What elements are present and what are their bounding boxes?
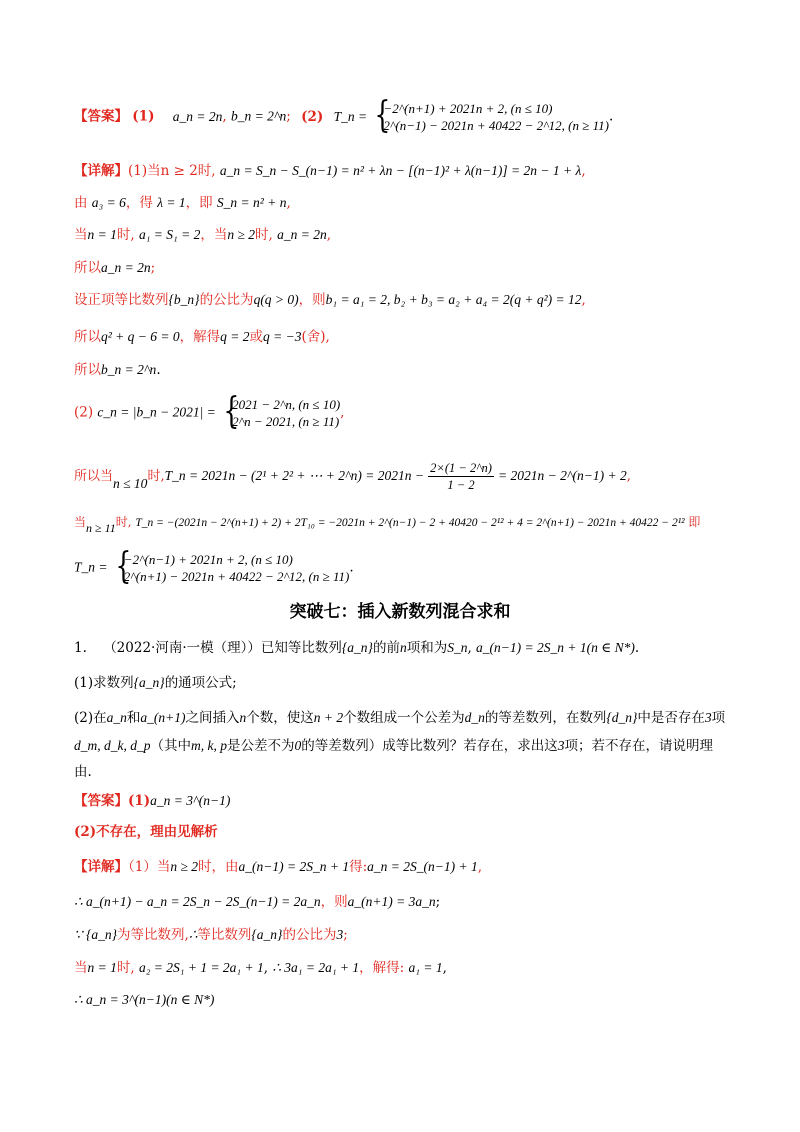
text: 个数，使这 — [246, 710, 314, 726]
formula: 0 — [294, 738, 302, 753]
text: 设正项等比数列 — [74, 292, 169, 308]
formula: 3 — [704, 710, 712, 725]
text: 即 — [688, 515, 701, 529]
formula: T_n = — [74, 559, 108, 575]
text: 的等差数列，在数列 — [484, 710, 607, 726]
text: （1）当 — [128, 859, 171, 875]
detail2-line-3 — [74, 925, 734, 945]
detail-line-1-formula: a_n = S_n − S_(n−1) = n² + λn − [(n−1)² + λ(n−1)] = 2n − 1 + λ — [219, 163, 582, 178]
answer-line: 【答案】 (1) a_n = 2n, b_n = 2^n; (2) T_n = { −2^(n+1) + 2021n + 2, (n ≤ 10) 2^(n−1) − 2021n + 40422 − 2^12, (n ≥ 11) . — [74, 95, 614, 136]
detail2-line-5 — [74, 990, 734, 1010]
detail2-line-2: ∴ a_(n+1) − a_n = 2S_n − 2S_(n−1) = 2a_n，则a_(n+1) = 3a_n; — [74, 894, 441, 910]
text: 项和为 — [406, 640, 448, 656]
question-part-2-line-3: 由. — [74, 764, 92, 780]
detail-line-3: 当n = 1时, a₁ = S₁ = 2，当n ≥ 2时, a_n = 2n, — [74, 227, 332, 243]
formula: {a_n} — [251, 927, 283, 942]
text: 项 — [711, 710, 726, 726]
answer-part1-marker: (1) — [132, 108, 155, 125]
text: (2) — [74, 404, 94, 421]
text: 是公差不为 — [227, 738, 295, 754]
text: 所以 — [74, 329, 101, 345]
text: ，当 — [200, 227, 228, 243]
text: 时, — [116, 227, 135, 243]
text: 或 — [249, 329, 264, 345]
tn-final-piecewise: { −2^(n−1) + 2021n + 2, (n ≤ 10) 2^(n+1) − 2021n + 40422 − 2^12, (n ≥ 11) — [115, 546, 350, 587]
text: ，解得 — [179, 329, 221, 345]
formula: {a_n} — [341, 640, 373, 655]
text: 得: — [349, 859, 368, 875]
formula: a_n = 2n — [101, 260, 151, 275]
detail-line-9: 所以当n ≤ 10时,T_n = 2021n − (2¹ + 2² + ⋯ + 2^n) = 2021n − $\frac{2\times(1 - 2\^{}n)}{1 - 2}$ = 2021n − 2^(n−1) + 2, — [74, 461, 631, 492]
answer-tn-lhs: T_n = — [333, 108, 368, 124]
detail2-line-4: 当n = 1时, a₂ = 2S₁ + 1 = 2a₁ + 1, ∴ 3a₁ = 2a₁ + 1，解得: a₁ = 1, — [74, 960, 447, 976]
detail-line-4: 所以a_n = 2n; — [74, 260, 156, 276]
formula: n + 2 — [313, 710, 344, 725]
formula: ∴ — [188, 927, 198, 942]
formula: n ≥ 2 — [227, 227, 255, 242]
detail-label: 【详解】 — [74, 163, 128, 179]
text: ，即 — [185, 195, 213, 211]
formula: a_(n+1) = 3a_n — [347, 894, 436, 909]
formula: n = 1 — [87, 960, 117, 975]
text: (1) — [128, 793, 151, 809]
formula: {b_n} — [168, 292, 200, 307]
fraction-denominator: 1 − 2 — [447, 478, 475, 492]
question-number: 1. — [74, 640, 87, 656]
text: 时, — [115, 515, 132, 529]
text: 由 — [74, 195, 88, 211]
formula: q = 2 — [220, 329, 250, 344]
answer-label: 【答案】 — [74, 108, 128, 125]
text: 已知等比数列 — [260, 640, 342, 656]
text: (舍), — [301, 329, 330, 345]
tn-final-row2: 2^(n+1) − 2021n + 40422 − 2^12, (n ≥ 11) — [123, 569, 350, 584]
answer2-line-1 — [74, 791, 734, 811]
text: （其中 — [150, 738, 191, 754]
formula: q(q > 0) — [253, 292, 299, 307]
formula: b_n = 2^n — [101, 362, 157, 377]
formula: ∴ 3a₁ = 2a₁ + 1 — [272, 960, 360, 975]
detail-line-6 — [74, 327, 734, 347]
formula: a_n — [106, 710, 127, 725]
formula: λ = 1 — [157, 195, 186, 210]
formula: d_n — [464, 710, 485, 725]
formula: n — [239, 710, 247, 725]
formula: a_(n−1) = 2S_n + 1 — [238, 859, 350, 874]
formula: a_(n−1) = 2S_n + 1(n ∈ N*) — [476, 640, 635, 655]
text: (1)求数列 — [74, 675, 134, 691]
answer-tn-row2: 2^(n−1) − 2021n + 40422 − 2^12, (n ≥ 11) — [383, 118, 609, 133]
text: ，得 — [125, 195, 153, 211]
detail-line-8: (2) c_n = |b_n − 2021| = { 2021 − 2^n, (n ≤ 10) 2^n − 2021, (n ≥ 11) , — [74, 391, 345, 432]
formula: a₁ = S₁ = 2 — [138, 227, 201, 242]
text: 所以 — [74, 260, 101, 276]
text: 时, — [255, 227, 273, 243]
formula: d_m, d_k, d_p — [74, 738, 151, 753]
text: 和 — [126, 710, 141, 726]
formula: b₁ = a₁ = 2, b₂ + b₃ = a₂ + a₄ = 2(q + q²) = 12 — [325, 292, 582, 307]
formula: S_n — [447, 640, 468, 655]
text: ; — [343, 927, 348, 943]
question-part-2-line-2 — [74, 736, 734, 756]
formula: T_n = −(2021n − 2^(n+1) + 2) + 2T₁₀ = −2021n + 2^(n−1) − 2 + 40420 − 2¹² + 4 = 2^(n+1) − 2021n + 40422 − 2¹² — [135, 517, 685, 529]
question-source: （2022·河南·一模（理）） — [103, 640, 261, 656]
formula: ∴ a_n = 3^(n−1)(n ∈ N*) — [74, 992, 215, 1007]
text: 等比数列 — [197, 927, 252, 943]
formula: 3 — [336, 927, 344, 942]
text: 所以 — [74, 362, 101, 378]
formula: = 2021n − 2^(n−1) + 2 — [498, 468, 627, 483]
answer2-line-2: (2)不存在，理由见解析 — [74, 824, 218, 840]
formula: {a_n} — [133, 675, 165, 690]
formula: {d_n} — [606, 710, 638, 725]
text: 的通项公式; — [164, 675, 237, 691]
cn-piecewise: { 2021 − 2^n, (n ≤ 10) 2^n − 2021, (n ≥ 11) — [223, 391, 341, 432]
formula: n ≥ 11 — [86, 521, 116, 535]
detail-line-5: 设正项等比数列{b_n}的公比为q(q > 0)，则b₁ = a₁ = 2, b₂ + b₃ = a₂ + a₄ = 2(q + q²) = 12, — [74, 292, 586, 308]
formula: a₂ = 2S₁ + 1 = 2a₁ + 1 — [138, 960, 264, 975]
answer-an-formula: a_n = 2n — [172, 108, 223, 124]
formula: c_n = |b_n − 2021| = — [97, 404, 216, 420]
text: 当 — [74, 960, 88, 976]
text: 当 — [74, 227, 88, 243]
text: 时，由 — [198, 859, 239, 875]
formula: n ≥ 2 — [170, 859, 199, 874]
formula: a_(n+1) — [140, 710, 186, 725]
formula: a_n = 2n — [277, 227, 327, 242]
answer-tn-piecewise: { −2^(n+1) + 2021n + 2, (n ≤ 10) 2^(n−1) − 2021n + 40422 − 2^12, (n ≥ 11) — [374, 95, 609, 136]
formula: q² + q − 6 = 0 — [101, 329, 180, 344]
text: 的前 — [372, 640, 400, 656]
text: 时, — [116, 960, 135, 976]
formula: m, k, p — [191, 738, 227, 753]
text: ，解得: — [359, 960, 405, 976]
text: ，则 — [298, 292, 326, 308]
detail-label: 【详解】 — [74, 859, 128, 875]
section-heading: 突破七：插入新数列混合求和 — [289, 602, 511, 622]
detail-line-2: 由 a₃ = 6，得 λ = 1，即 S_n = n² + n, — [74, 195, 291, 211]
text: ，则 — [320, 894, 348, 910]
question-part-1 — [74, 673, 734, 693]
formula: a_n = 2S_(n−1) + 1 — [367, 859, 478, 874]
formula: a₁ = 1 — [408, 960, 443, 975]
text: 的公比为 — [199, 292, 254, 308]
formula: n ≤ 10 — [113, 476, 148, 491]
formula: 3 — [557, 738, 565, 753]
question-line-1: 1. （2022·河南·一模（理））已知等比数列{a_n}的前n项和为S_n, a_(n−1) = 2S_n + 1(n ∈ N*). — [74, 640, 640, 656]
text: 项；若不存在，请说明理 — [564, 738, 713, 754]
fraction-numerator: 2×(1 − 2^n) — [430, 461, 492, 475]
detail-line-11: T_n = { −2^(n−1) + 2021n + 2, (n ≤ 10) 2^(n+1) − 2021n + 40422 − 2^12, (n ≥ 11) . — [74, 546, 354, 587]
formula: n — [399, 640, 407, 655]
text: 时, — [147, 469, 165, 484]
answer-tn-row1: −2^(n+1) + 2021n + 2, (n ≤ 10) — [383, 101, 553, 116]
text: 个数组成一个公差为 — [343, 710, 465, 726]
formula: a₃ = 6 — [91, 195, 126, 210]
detail-line-10 — [74, 512, 774, 538]
text: 的等差数列）成等比数列？若存在，求出这 — [301, 738, 558, 754]
question-part-2-line-1 — [74, 708, 734, 728]
formula: T_n = 2021n − (2¹ + 2² + ⋯ + 2^n) = 2021n − — [164, 468, 425, 483]
text: 所以当 — [74, 469, 114, 484]
text: 之间插入 — [185, 710, 240, 726]
text: 中是否存在 — [637, 710, 705, 726]
answer-bn-formula: b_n = 2^n — [230, 108, 287, 124]
formula: q = −3 — [263, 329, 302, 344]
sum-fraction — [428, 460, 494, 493]
cn-row2: 2^n − 2021, (n ≥ 11) — [232, 414, 340, 429]
detail-line-1-text: (1)当n ≥ 2时, — [128, 163, 216, 179]
text: 为等比数列, — [117, 927, 189, 943]
tn-final-row1: −2^(n−1) + 2021n + 2, (n ≤ 10) — [123, 552, 293, 567]
formula: n = 1 — [87, 227, 117, 242]
formula: a_n = 3^(n−1) — [150, 793, 231, 808]
text: 当 — [74, 515, 87, 529]
formula: ∵ {a_n} — [74, 927, 118, 942]
detail2-line-1: 【详解】（1）当n ≥ 2时，由a_(n−1) = 2S_n + 1得:a_n = 2S_(n−1) + 1, — [74, 859, 483, 875]
text: (2)在 — [74, 710, 107, 726]
answer-label: 【答案】 — [74, 793, 128, 809]
detail-line-1: 【详解】(1)当n ≥ 2时, a_n = S_n − S_(n−1) = n² + λn − [(n−1)² + λ(n−1)] = 2n − 1 + λ, — [74, 163, 586, 179]
text: 的公比为 — [282, 927, 337, 943]
detail-line-7: 所以b_n = 2^n. — [74, 362, 161, 378]
cn-row1: 2021 − 2^n, (n ≤ 10) — [232, 397, 341, 412]
formula: S_n = n² + n — [216, 195, 287, 210]
formula: ∴ a_(n+1) − a_n = 2S_n − 2S_(n−1) = 2a_n — [74, 894, 321, 909]
answer-part2-marker: (2) — [301, 108, 324, 125]
